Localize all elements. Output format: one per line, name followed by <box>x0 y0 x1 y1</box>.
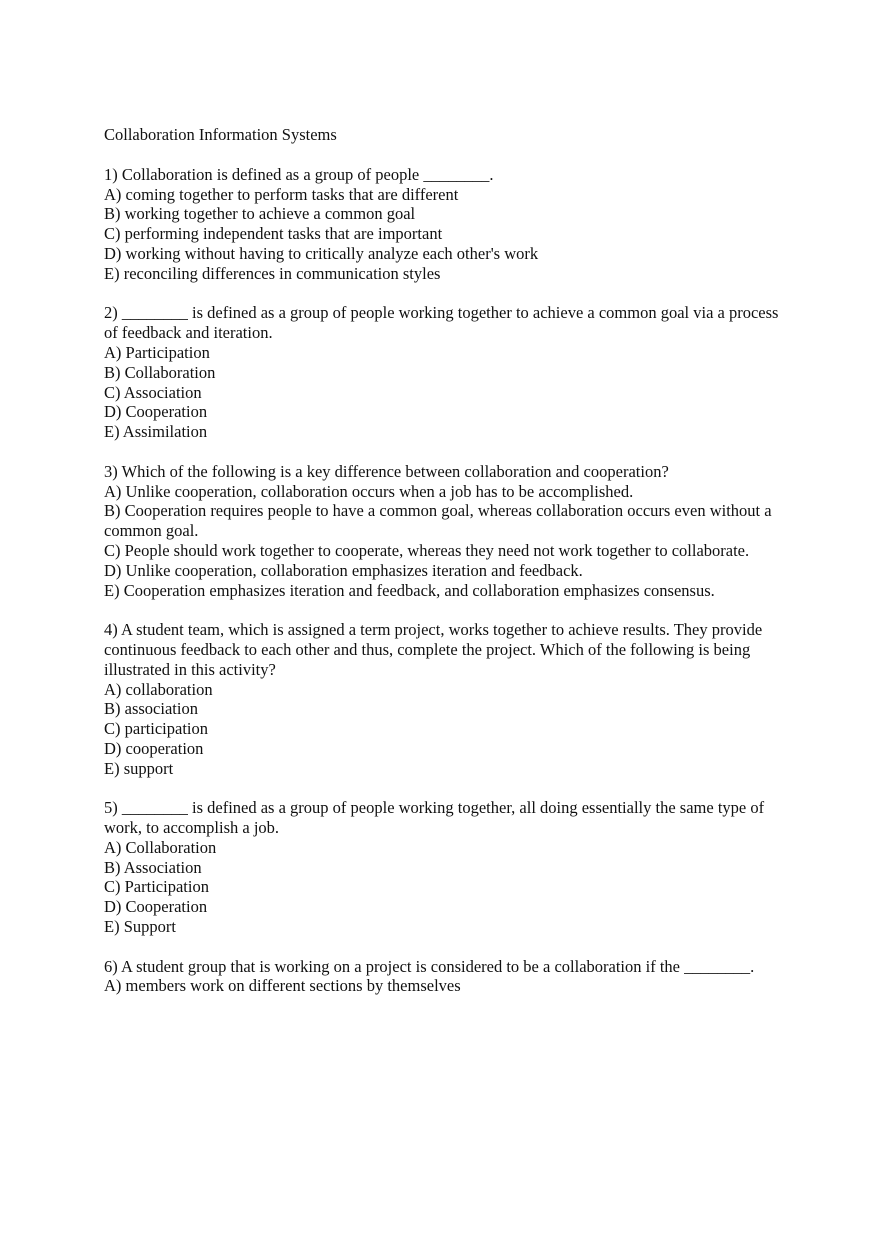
answer-option: D) working without having to critically analyze each other's work <box>104 243 539 263</box>
answer-options <box>104 343 794 442</box>
answer-option: E) support <box>104 758 174 778</box>
answer-options <box>104 976 794 996</box>
question-stem: 6) A student group that is working on a project is considered to be a collaboration if the ________. <box>104 956 755 976</box>
answer-option: C) Participation <box>104 877 209 897</box>
question-stem: 3) Which of the following is a key difference between collaboration and cooperation? <box>104 461 669 481</box>
answer-option: A) Collaboration <box>104 837 217 857</box>
answer-option: D) cooperation <box>104 738 204 758</box>
answer-options <box>104 838 794 937</box>
answer-option: C) participation <box>104 719 209 739</box>
answer-option: E) Cooperation emphasizes iteration and feedback, and collaboration emphasizes consensus. <box>104 580 715 600</box>
answer-option: D) Cooperation <box>104 897 208 917</box>
answer-option: C) Association <box>104 382 202 402</box>
answer-option: A) members work on different sections by themselves <box>104 976 461 996</box>
answer-option: B) Cooperation requires people to have a common goal, whereas collaboration occurs even without a common goal. <box>104 501 772 541</box>
answer-option: B) Collaboration <box>104 362 216 382</box>
answer-options <box>104 185 794 284</box>
question-1 <box>104 165 794 284</box>
answer-option: B) working together to achieve a common goal <box>104 204 416 224</box>
answer-option: D) Cooperation <box>104 402 208 422</box>
answer-option: D) Unlike cooperation, collaboration emphasizes iteration and feedback. <box>104 560 583 580</box>
answer-option: A) Unlike cooperation, collaboration occurs when a job has to be accomplished. <box>104 481 634 501</box>
answer-option: A) collaboration <box>104 679 213 699</box>
answer-option: A) Participation <box>104 342 210 362</box>
question-stem: 5) ________ is defined as a group of people working together, all doing essentially the same type of work, to accomplish a job. <box>104 798 765 838</box>
answer-option: C) People should work together to cooperate, whereas they need not work together to collaborate. <box>104 540 750 560</box>
question-stem: 4) A student team, which is assigned a term project, works together to achieve results. They provide continuous feedback to each other and thus, complete the project. Which of the following is being illustrated in this activity? <box>104 620 763 679</box>
answer-option: B) association <box>104 699 198 719</box>
answer-option: E) reconciling differences in communication styles <box>104 263 441 283</box>
answer-option: E) Support <box>104 917 176 937</box>
question-stem: 2) ________ is defined as a group of people working together to achieve a common goal via a process of feedback and iteration. <box>104 303 779 343</box>
question-6 <box>104 957 794 997</box>
question-5 <box>104 798 794 937</box>
question-3 <box>104 462 794 601</box>
answer-options <box>104 680 794 779</box>
question-4 <box>104 620 794 778</box>
question-2 <box>104 303 794 442</box>
answer-option: A) coming together to perform tasks that are different <box>104 184 459 204</box>
answer-option: E) Assimilation <box>104 422 208 442</box>
answer-option: C) performing independent tasks that are important <box>104 224 443 244</box>
document-body <box>104 125 794 1016</box>
question-stem: 1) Collaboration is defined as a group of people ________. <box>104 164 494 184</box>
answer-options <box>104 482 794 601</box>
answer-option: B) Association <box>104 857 202 877</box>
document-title: Collaboration Information Systems <box>104 125 337 144</box>
